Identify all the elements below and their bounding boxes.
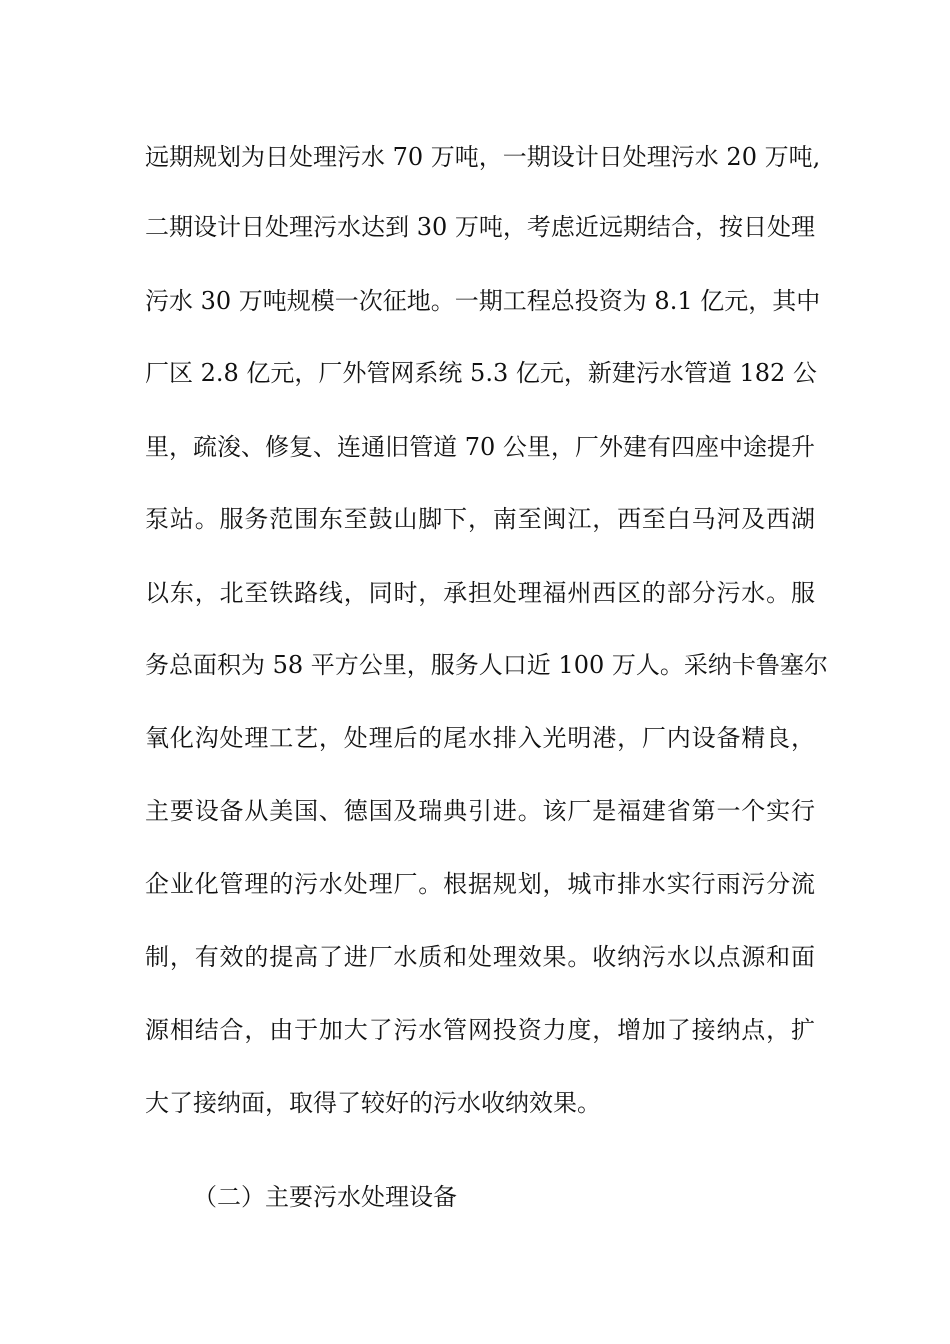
paragraph-line: 厂区 2.8 亿元，厂外管网系统 5.3 亿元，新建污水管道 182 公 <box>145 359 817 387</box>
paragraph-line: 企业化管理的污水处理厂。根据规划，城市排水实行雨污分流 <box>145 870 815 898</box>
paragraph-line: 主要设备从美国、德国及瑞典引进。该厂是福建省第一个实行 <box>145 797 815 825</box>
paragraph-line: 制，有效的提高了进厂水质和处理效果。收纳污水以点源和面 <box>145 943 815 971</box>
paragraph-line: 泵站。服务范围东至鼓山脚下，南至闽江，西至白马河及西湖 <box>145 505 815 533</box>
paragraph-line: 二期设计日处理污水达到 30 万吨，考虑近远期结合，按日处理 <box>145 213 815 241</box>
paragraph-line: 氧化沟处理工艺，处理后的尾水排入光明港，厂内设备精良， <box>145 724 815 752</box>
paragraph-line: 污水 30 万吨规模一次征地。一期工程总投资为 8.1 亿元，其中 <box>145 287 821 315</box>
section-heading: （二）主要污水处理设备 <box>193 1183 457 1211</box>
paragraph-line: 源相结合，由于加大了污水管网投资力度，增加了接纳点，扩 <box>145 1016 815 1044</box>
paragraph-line: 大了接纳面，取得了较好的污水收纳效果。 <box>145 1089 601 1117</box>
paragraph-line: 里，疏浚、修复、连通旧管道 70 公里，厂外建有四座中途提升 <box>145 433 815 461</box>
paragraph-line: 以东，北至铁路线，同时，承担处理福州西区的部分污水。服 <box>145 579 815 607</box>
paragraph-line: 远期规划为日处理污水 70 万吨，一期设计日处理污水 20 万吨, <box>145 143 821 171</box>
paragraph-line: 务总面积为 58 平方公里，服务人口近 100 万人。采纳卡鲁塞尔 <box>145 651 828 679</box>
